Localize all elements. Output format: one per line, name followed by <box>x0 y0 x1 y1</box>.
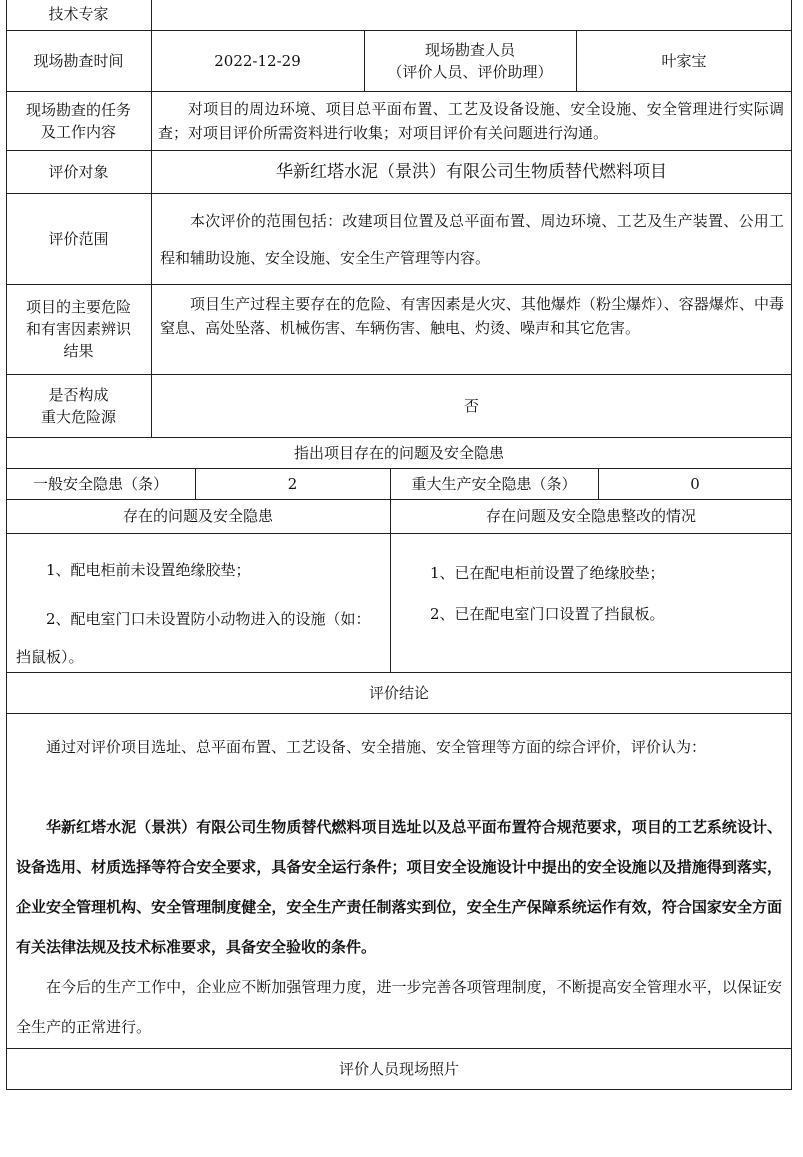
survey-time-label: 现场勘查时间 <box>33 51 124 70</box>
general-hazard-label: 一般安全隐患（条） <box>32 474 168 493</box>
major-hazard-label-line2: 重大危险源 <box>40 407 116 426</box>
survey-staff-value: 叶家宝 <box>661 51 707 70</box>
major-hazard-count: 0 <box>690 474 700 493</box>
scope-label: 评价范围 <box>48 229 109 248</box>
tech-expert-label: 技术专家 <box>48 5 109 23</box>
hazards-text: 项目生产过程主要存在的危险、有害因素是火灾、其他爆炸（粉尘爆炸）、容器爆炸、中毒窒息、高处坠落、机械伤害、车辆伤害、触电、灼烫、噪声和其它危害。 <box>160 295 784 337</box>
problems-header: 存在的问题及安全隐患 <box>122 507 273 525</box>
general-hazard-count: 2 <box>287 474 298 493</box>
major-hazard-label <box>6 374 151 437</box>
rectify-item-1: 1、已在配电柜前设置了绝缘胶垫； <box>430 564 665 582</box>
tech-expert-value <box>151 0 792 30</box>
hazards-label-line2: 和有害因素辨识 <box>25 320 131 338</box>
hazards-label-line1: 项目的主要危险 <box>25 298 131 316</box>
photos-header: 评价人员现场照片 <box>338 1060 459 1078</box>
major-hazard-count-label: 重大生产安全隐患（条） <box>411 474 577 493</box>
scope-text: 本次评价的范围包括：改建项目位置及总平面布置、周边环境、工艺及生产装置、公用工程和辅助设施、安全设施、安全生产管理等内容。 <box>160 212 784 267</box>
task-text: 对项目的周边环境、项目总平面布置、工艺及设备设施、安全设施、安全管理进行实际调查；对项目评价所需资料进行收集；对项目评价有关问题进行沟通。 <box>158 100 784 142</box>
major-hazard-label-line1: 是否构成 <box>48 385 109 404</box>
hazards-label-line3: 结果 <box>63 342 94 360</box>
rectify-header: 存在问题及安全隐患整改的情况 <box>485 507 696 525</box>
object-value: 华新红塔水泥（景洪）有限公司生物质替代燃料项目 <box>276 161 667 182</box>
conclusion-header: 评价结论 <box>368 683 429 702</box>
task-label <box>6 91 151 150</box>
conclusion-verdict: 华新红塔水泥（景洪）有限公司生物质替代燃料项目选址以及总平面布置符合规范要求，项目的工艺系统设计、设备选用、材质选择等符合安全要求，具备安全运行条件；项目安全设施设计中提出的安全设施以及措施得到落实，企业安全管理机构、安全管理制度健全，安全生产责任制落实到位，安全生产保障系统运作有效，符合国家安全方面有关法律法规及技术标准要求，具备安全验收的条件。 <box>16 818 782 956</box>
conclusion-closing: 在今后的生产工作中，企业应不断加强管理力度，进一步完善各项管理制度，不断提高安全管理水平，以保证安全生产的正常进行。 <box>16 978 782 1036</box>
task-label-line1: 现场勘查的任务 <box>25 100 131 119</box>
survey-staff-label <box>364 30 576 91</box>
problem-item-2: 2、配电室门口未设置防小动物进入的设施（如：挡鼠板）。 <box>16 610 371 666</box>
problem-item-1: 1、配电柜前未设置绝缘胶垫； <box>46 561 251 579</box>
conclusion-intro: 通过对评价项目选址、总平面布置、工艺设备、安全措施、安全管理等方面的综合评价，评价认为： <box>46 738 707 756</box>
issues-header: 指出项目存在的问题及安全隐患 <box>293 443 504 462</box>
rectify-item-2: 2、已在配电室门口设置了挡鼠板。 <box>430 605 665 623</box>
task-label-line2: 及工作内容 <box>40 122 116 141</box>
hazards-label <box>6 284 151 374</box>
object-label: 评价对象 <box>48 162 109 181</box>
survey-staff-label-line2: （评价人员、评价助理） <box>387 62 553 81</box>
major-hazard-value: 否 <box>463 396 479 415</box>
survey-time-value: 2022-12-29 <box>214 51 301 70</box>
survey-staff-label-line1: 现场勘查人员 <box>424 40 515 59</box>
